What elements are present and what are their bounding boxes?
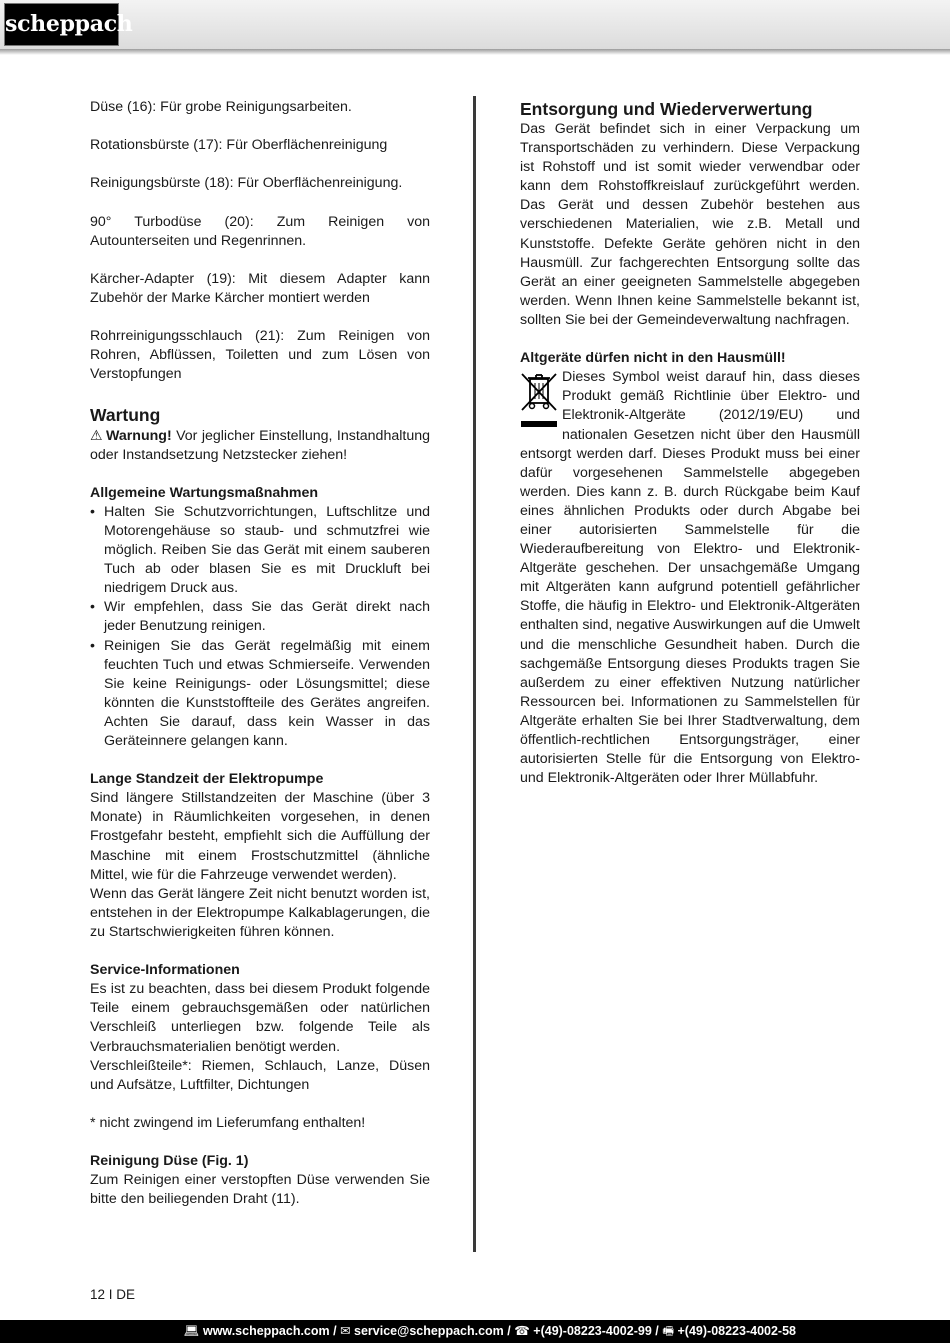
disposal-text: Das Gerät befindet sich in einer Verpackung um Transportschäden zu verhindern. Diese Verpackung ist Rohstoff und ist somit wieder verwendbar oder kann dem Rohstoffkreislauf zurückgeführt werden. Das Gerät und dessen Zubehör bestehen aus verschiedenen Materialien, wie z.B. Metall und Kunststoffe. Defekte Geräte gehören nicht in den Hausmüll. Zur fachgerechten Entsorgung sollte das Gerät an einer geeigneten Sammelstelle abgegeben werden. Wenn Ihnen keine Sammelstelle bekannt ist, sollten Sie bei der Gemeindeverwaltung nachfragen. xyxy=(520,121,860,328)
accessory-nozzle: Düse (16): Für grobe Reinigungsarbeiten. xyxy=(90,99,352,115)
header-band xyxy=(0,0,950,49)
accessory-rotary-brush: Rotationsbürste (17): Für Oberflächenreinigung xyxy=(90,137,388,154)
header-shadow xyxy=(0,49,950,55)
crossed-out-wheelie-bin-icon xyxy=(520,370,558,432)
list-item: • Wir empfehlen, dass Sie das Gerät direkt nach jeder Benutzung reinigen. xyxy=(90,598,430,636)
maintenance-list xyxy=(90,503,430,751)
fax-icon: 🖷︎ xyxy=(662,1324,675,1338)
standzeit-text-1: Sind längere Stillstandzeiten der Maschine (über 3 Monate) in Räumlichkeiten vorgesehen, in denen Frostgefahr besteht, empfiehlt sich die Auffüllung der Maschine mit einem Frostschutzmittel (ähnliche Mittel, wie für die Fahrzeuge verwendet werden). xyxy=(90,790,430,883)
heading-disposal: Entsorgung und Wiederverwertung xyxy=(520,99,813,119)
right-column xyxy=(520,98,860,788)
weee-block xyxy=(520,368,860,788)
accessory-kaercher-adapter: Kärcher-Adapter (19): Mit diesem Adapter kann Zubehör der Marke Kärcher montiert werden xyxy=(90,270,430,306)
footer-website-link[interactable]: www.scheppach.com xyxy=(202,1324,330,1338)
list-item: • Reinigen Sie das Gerät regelmäßig mit einem feuchten Tuch und etwas Schmierseife. Verwenden Sie keine Reinigungs- oder Lösungsmittel; diese könnten die Kunststoffteile des Gerätes angreifen. Achten Sie darauf, dass kein Wasser in das Geräteinnere gelangen kann. xyxy=(90,637,430,752)
warning-paragraph xyxy=(90,426,430,465)
footer-bar xyxy=(0,1320,950,1343)
heading-service-info: Service-Informationen xyxy=(90,962,240,979)
heading-wartung: Wartung xyxy=(90,404,161,425)
warning-triangle-icon: ⚠ xyxy=(90,426,103,443)
warning-label: Warnung! xyxy=(106,427,172,444)
accessory-pipe-hose: Rohrreinigungsschlauch (21): Zum Reinigen von Rohren, Abflüssen, Toiletten und zum Lösen von Verstopfungen xyxy=(90,328,430,383)
accessory-turbo-nozzle: 90° Turbodüse (20): Zum Reinigen von Autounterseiten und Regenrinnen. xyxy=(90,213,430,249)
footer-phone: +(49)-08223-4002-99 xyxy=(533,1324,652,1338)
footer-separator: / xyxy=(503,1324,515,1338)
scheppach-logo xyxy=(4,3,133,46)
column-divider xyxy=(473,96,476,1252)
accessory-cleaning-brush: Reinigungsbürste (18): Für Oberflächenreinigung. xyxy=(90,175,403,192)
heading-weee: Altgeräte dürfen nicht in den Hausmüll! xyxy=(520,350,786,367)
standzeit-text-2: Wenn das Gerät längere Zeit nicht benutzt worden ist, entstehen in der Elektropumpe Kalkablagerungen, die zu Startschwierigkeiten führen können. xyxy=(90,885,430,940)
heading-nozzle-cleaning: Reinigung Düse (Fig. 1) xyxy=(90,1153,249,1170)
list-item: • Halten Sie Schutzvorrichtungen, Luftschlitze und Motorengehäuse so staub- und schmutzfrei wie möglich. Reiben Sie das Gerät mit einem sauberen Tuch ab oder blasen Sie es mit Druckluft bei niedrigem Druck aus. xyxy=(90,503,430,598)
phone-icon: ☎ xyxy=(514,1324,530,1338)
service-footnote: * nicht zwingend im Lieferumfang enthalten! xyxy=(90,1114,366,1131)
service-text-1: Es ist zu beachten, dass bei diesem Produkt folgende Teile einem gebrauchsgemäßen oder natürlichen Verschleiß unterliegen bzw. folgende Teile als Verbrauchsmaterialien benötigt werden. xyxy=(90,981,430,1055)
footer-contacts xyxy=(184,1320,796,1343)
warning-text: Vor jeglicher Einstellung, Instandhaltung oder Instandsetzung Netzstecker ziehen! xyxy=(90,427,430,463)
nozzle-cleaning-text: Zum Reinigen einer verstopften Düse verwenden Sie bitte den beiliegenden Draht (11). xyxy=(90,1172,430,1208)
footer-separator: / xyxy=(651,1324,663,1338)
heading-general-maintenance: Allgemeine Wartungsmaßnahmen xyxy=(90,484,319,501)
mail-icon: ✉ xyxy=(340,1324,351,1338)
weee-text: Dieses Symbol weist darauf hin, dass dieses Produkt gemäß Richtlinie über Elektro- und Elektronik-Altgeräte (2012/19/EU) und nationalen Gesetzen nicht über den Hausmüll entsorgt werden darf. Dieses Produkt muss bei einer dafür vorgesehenen Sammelstelle abgegeben werden. Dies kann z. B. durch Rückgabe beim Kauf eines ähnlichen Produkts oder durch Abgabe bei einer autorisierten Sammelstelle für die Wiederaufbereitung von Elektro- und Elektronik- Altgeräte geschehen. Der unsachgemäße Umgang mit Altgeräten kann aufgrund potentiell gefährlicher Stoffe, die häufig in Elektro- und Elektronik-Altgeräten enthalten sind, negative Auswirkungen auf die Umwelt und die menschliche Gesundheit haben. Durch die sachgemäße Entsorgung dieses Produkts tragen Sie außerdem zu einer effektiven Nutzung natürlicher Ressourcen bei. Informationen zu Sammelstellen für Altgeräte erhalten Sie bei Ihrer Stadtverwaltung, dem öffentlich-rechtlichen Entsorgungsträger, einer autorisierten Stelle für die Entsorgung von Elektro- und Elektronik-Altgeräten oder Ihrer Müllabfuhr. xyxy=(520,369,860,787)
page-number: 12 I DE xyxy=(90,1287,136,1302)
footer-email-link[interactable]: service@scheppach.com xyxy=(354,1324,504,1338)
footer-separator: / xyxy=(329,1324,341,1338)
service-text-2: Verschleißteile*: Riemen, Schlauch, Lanze, Düsen und Aufsätze, Luftfilter, Dichtungen xyxy=(90,1057,430,1093)
logo-text: scheppach xyxy=(5,11,133,37)
heading-standzeit: Lange Standzeit der Elektropumpe xyxy=(90,771,324,788)
left-column xyxy=(90,98,430,1209)
footer-fax: +(49)-08223-4002-58 xyxy=(677,1324,796,1338)
computer-icon: 💻︎ xyxy=(183,1324,200,1338)
